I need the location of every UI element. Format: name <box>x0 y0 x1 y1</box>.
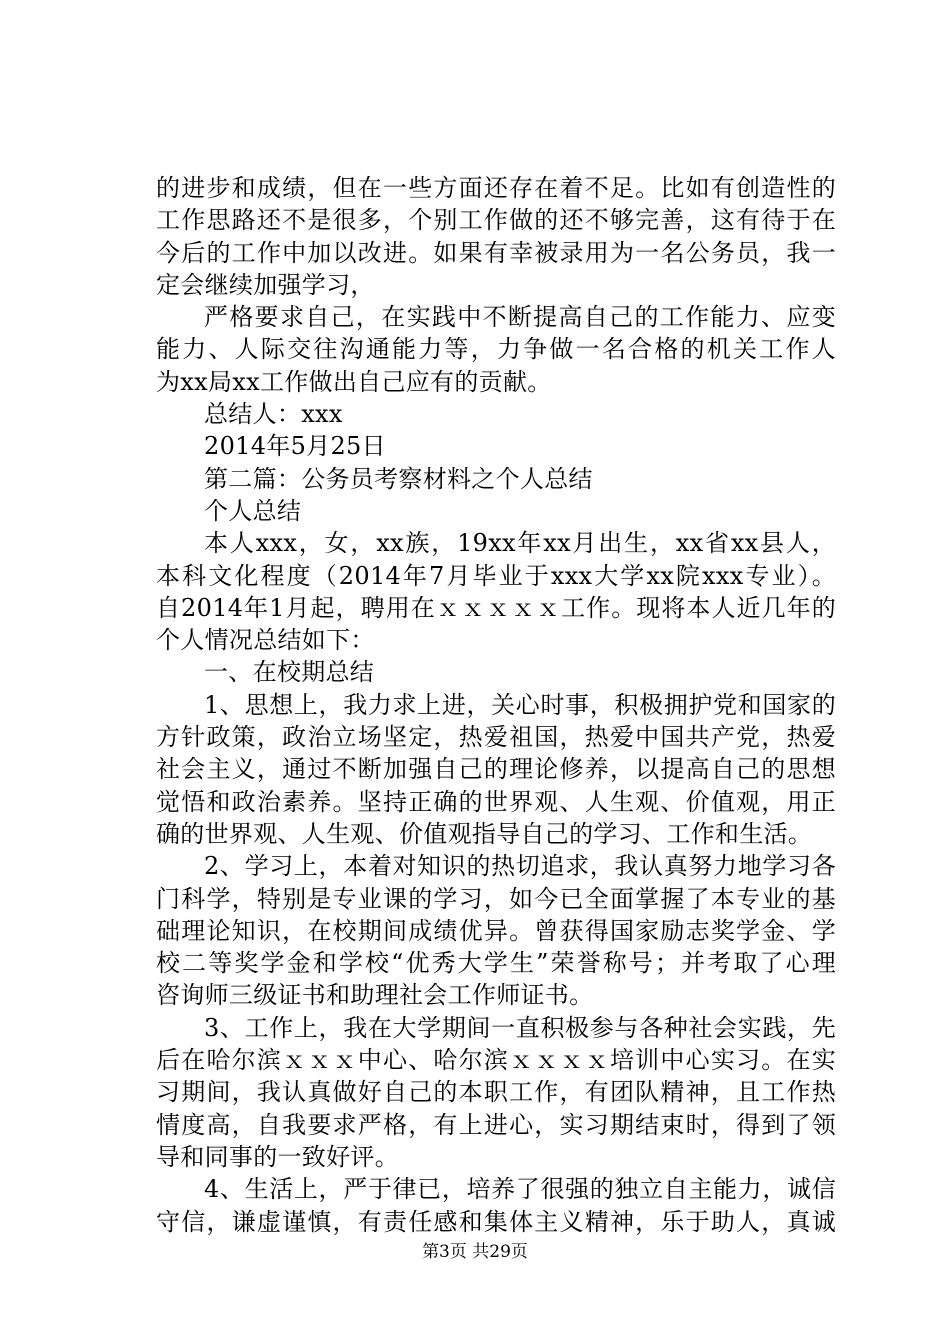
text-line: 门科学，特别是专业课的学习，如今已全面掌握了本专业的基 <box>156 884 836 913</box>
text-line: 2、学习上，本着对知识的热切追求，我认真努力地学习各 <box>204 852 836 881</box>
text-line: 确的世界观、人生观、价值观指导自己的学习、工作和生活。 <box>156 819 813 848</box>
text-line: 的进步和成绩，但在一些方面还存在着不足。比如有创造性的 <box>156 174 836 202</box>
text-line: 能力、人际交往沟通能力等，力争做一名合格的机关工作人 <box>156 335 836 364</box>
text-line: 导和同事的一致好评。 <box>156 1142 399 1171</box>
text-line: 1、思想上，我力求上进，关心时事，积极拥护党和国家的 <box>204 690 836 719</box>
text-line: 社会主义，通过不断加强自己的理论修养，以提高自己的思想 <box>156 755 836 784</box>
page-footer <box>0 1242 950 1262</box>
text-line: 工作思路还不是很多，个别工作做的还不够完善，这有待于在 <box>156 206 836 235</box>
text-line: 本人xxx，女，xx族，19xx年xx月出生，xx省xx县人， <box>204 529 836 558</box>
text-line: 本科文化程度（2014年7月毕业于xxx大学xx院xxx专业）。 <box>156 561 836 590</box>
text-line: 情度高，自我要求严格，有上进心，实习期结束时，得到了领 <box>156 1110 836 1139</box>
text-line: 后在哈尔滨ｘｘｘ中心、哈尔滨ｘｘｘｘ培训中心实习。在实 <box>156 1046 836 1075</box>
document-body <box>156 172 836 1238</box>
text-line: 习期间，我认真做好自己的本职工作，有团队精神，且工作热 <box>156 1078 836 1107</box>
text-line: 个人总结 <box>204 496 302 525</box>
text-line: 严格要求自己，在实践中不断提高自己的工作能力、应变 <box>204 303 836 332</box>
text-line: 3、工作上，我在大学期间一直积极参与各种社会实践，先 <box>204 1013 836 1042</box>
text-line: 一、在校期总结 <box>204 658 375 687</box>
text-line: 今后的工作中加以改进。如果有幸被录用为一名公务员，我一 <box>156 238 836 267</box>
text-line: 总结人：xxx <box>204 400 343 429</box>
text-line: 方针政策，政治立场坚定，热爱祖国，热爱中国共产党，热爱 <box>156 723 836 752</box>
text-line: 觉悟和政治素养。坚持正确的世界观、人生观、价值观，用正 <box>156 787 836 816</box>
text-line: 础理论知识，在校期间成绩优异。曾获得国家励志奖学金、学 <box>156 916 836 945</box>
text-line: 个人情况总结如下： <box>156 626 375 655</box>
text-line: 守信，谦虚谨慎，有责任感和集体主义精神，乐于助人，真诚 <box>156 1207 836 1236</box>
page-number: 第3页 共29页 <box>422 1242 528 1262</box>
text-line: 自2014年1月起，聘用在ｘｘｘｘｘ工作。现将本人近几年的 <box>156 593 836 622</box>
text-line: 为xx局xx工作做出自己应有的贡献。 <box>156 367 552 396</box>
text-line: 4、生活上，严于律已，培养了很强的独立自主能力，诚信 <box>204 1175 836 1204</box>
text-line: 2014年5月25日 <box>204 432 386 461</box>
text-line: 校二等奖学金和学校“优秀大学生”荣誉称号；并考取了心理 <box>156 949 836 978</box>
text-line: 咨询师三级证书和助理社会工作师证书。 <box>156 981 594 1010</box>
text-line: 第二篇：公务员考察材料之个人总结 <box>204 464 593 493</box>
text-line: 定会继续加强学习， <box>156 270 375 299</box>
